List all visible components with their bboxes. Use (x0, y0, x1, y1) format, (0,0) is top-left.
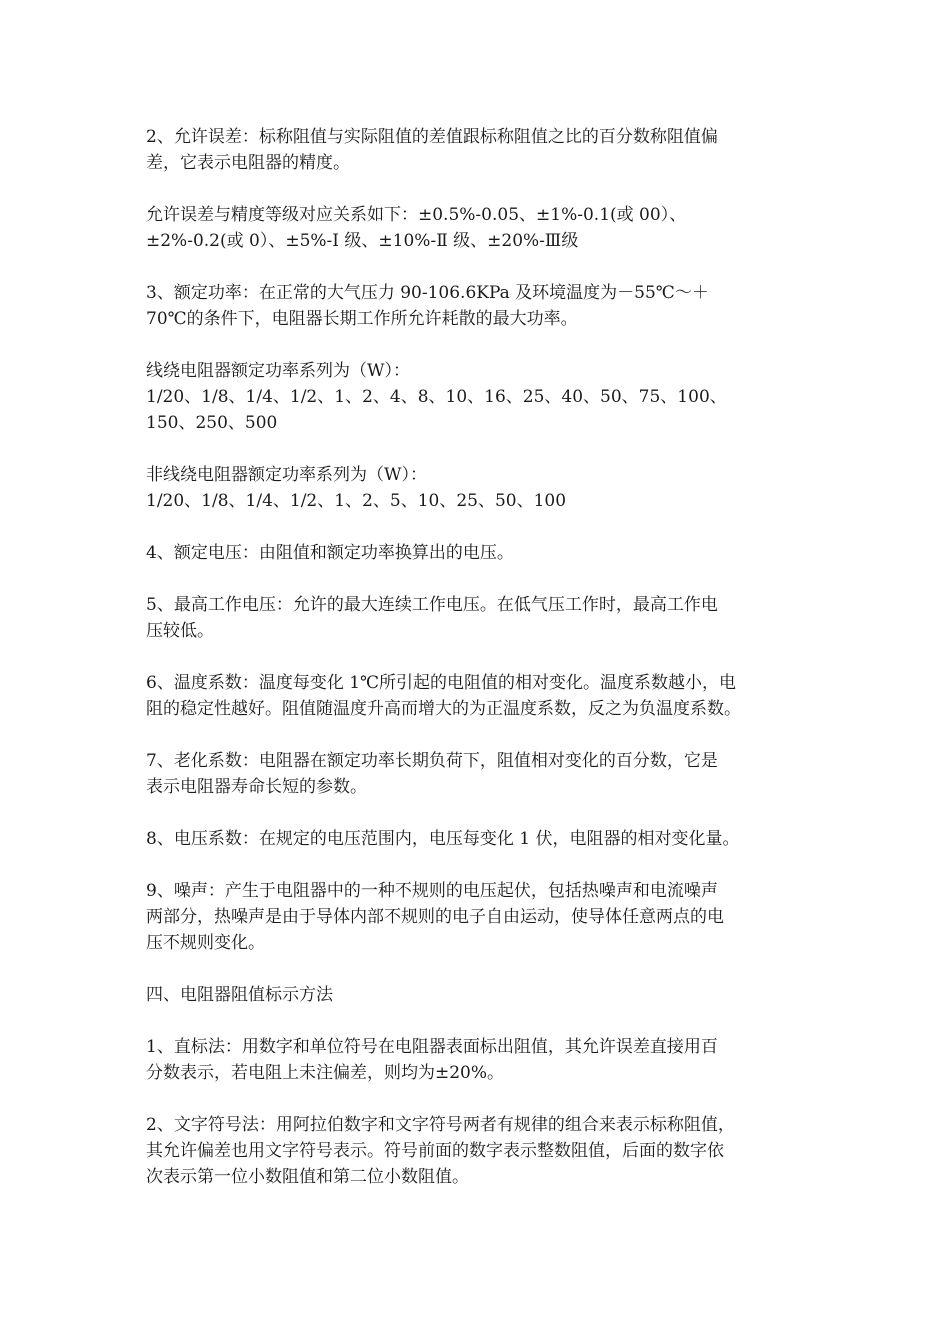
paragraph-noise (146, 878, 826, 956)
text-line: 4、额定电压：由阻值和额定功率换算出的电压。 (146, 543, 514, 563)
text-line: 两部分，热噪声是由于导体内部不规则的电子自由运动，使导体任意两点的电 (146, 907, 724, 927)
paragraph-aging-coefficient (146, 748, 826, 800)
text-line: 次表示第一位小数阻值和第二位小数阻值。 (146, 1167, 469, 1187)
text-line: 8、电压系数：在规定的电压范围内，电压每变化 1 伏，电阻器的相对变化量。 (146, 829, 740, 849)
text-line: 1、直标法：用数字和单位符号在电阻器表面标出阻值，其允许误差直接用百 (146, 1037, 718, 1057)
paragraph-wirewound-series (146, 358, 826, 436)
text-line: 3、额定功率：在正常的大气压力 90-106.6KPa 及环境温度为－55℃～＋ (146, 283, 709, 303)
paragraph-tolerance-grades (146, 202, 826, 254)
paragraph-temperature-coefficient (146, 670, 826, 722)
text-line: 70℃的条件下，电阻器长期工作所允许耗散的最大功率。 (146, 309, 578, 329)
paragraph-text-symbol-marking (146, 1112, 826, 1190)
text-line: ±2%-0.2(或 0）、±5%-Ⅰ 级、±10%-Ⅱ 级、±20%-Ⅲ级 (146, 231, 579, 251)
text-line: 5、最高工作电压：允许的最大连续工作电压。在低气压工作时，最高工作电 (146, 595, 718, 615)
text-line: 1/20、1/8、1/4、1/2、1、2、4、8、10、16、25、40、50、75、100、 (146, 387, 727, 407)
paragraph-tolerance (146, 124, 826, 176)
text-line: 分数表示，若电阻上未注偏差，则均为±20%。 (146, 1063, 505, 1083)
text-line: 2、允许误差：标称阻值与实际阻值的差值跟标称阻值之比的百分数称阻值偏 (146, 127, 718, 147)
paragraph-voltage-coefficient (146, 826, 826, 852)
text-line: 阻的稳定性越好。阻值随温度升高而增大的为正温度系数，反之为负温度系数。 (146, 699, 741, 719)
text-line: 允许误差与精度等级对应关系如下：±0.5%-0.05、±1%-0.1(或 00）、 (146, 205, 687, 225)
text-line: 9、噪声：产生于电阻器中的一种不规则的电压起伏，包括热噪声和电流噪声 (146, 881, 718, 901)
text-line: 7、老化系数：电阻器在额定功率长期负荷下，阻值相对变化的百分数，它是 (146, 751, 718, 771)
text-line: 差，它表示电阻器的精度。 (146, 153, 350, 173)
text-line: 表示电阻器寿命长短的参数。 (146, 777, 367, 797)
text-line: 线绕电阻器额定功率系列为（W）： (146, 361, 410, 381)
text-line: 1/20、1/8、1/4、1/2、1、2、5、10、25、50、100 (146, 491, 567, 511)
text-line: 其允许偏差也用文字符号表示。符号前面的数字表示整数阻值，后面的数字依 (146, 1141, 724, 1161)
paragraph-direct-marking (146, 1034, 826, 1086)
text-line: 非线绕电阻器额定功率系列为（W）： (146, 465, 427, 485)
section-heading-marking-methods (146, 982, 826, 1008)
paragraph-nonwirewound-series (146, 462, 826, 514)
text-line: 四、电阻器阻值标示方法 (146, 985, 333, 1005)
text-line: 压不规则变化。 (146, 933, 265, 953)
document-page (146, 124, 826, 1190)
paragraph-max-voltage (146, 592, 826, 644)
text-line: 压较低。 (146, 621, 214, 641)
paragraph-rated-voltage (146, 540, 826, 566)
paragraph-rated-power (146, 280, 826, 332)
text-line: 6、温度系数：温度每变化 1℃所引起的电阻值的相对变化。温度系数越小，电 (146, 673, 737, 693)
text-line: 2、文字符号法：用阿拉伯数字和文字符号两者有规律的组合来表示标称阻值， (146, 1115, 735, 1135)
text-line: 150、250、500 (146, 413, 278, 433)
